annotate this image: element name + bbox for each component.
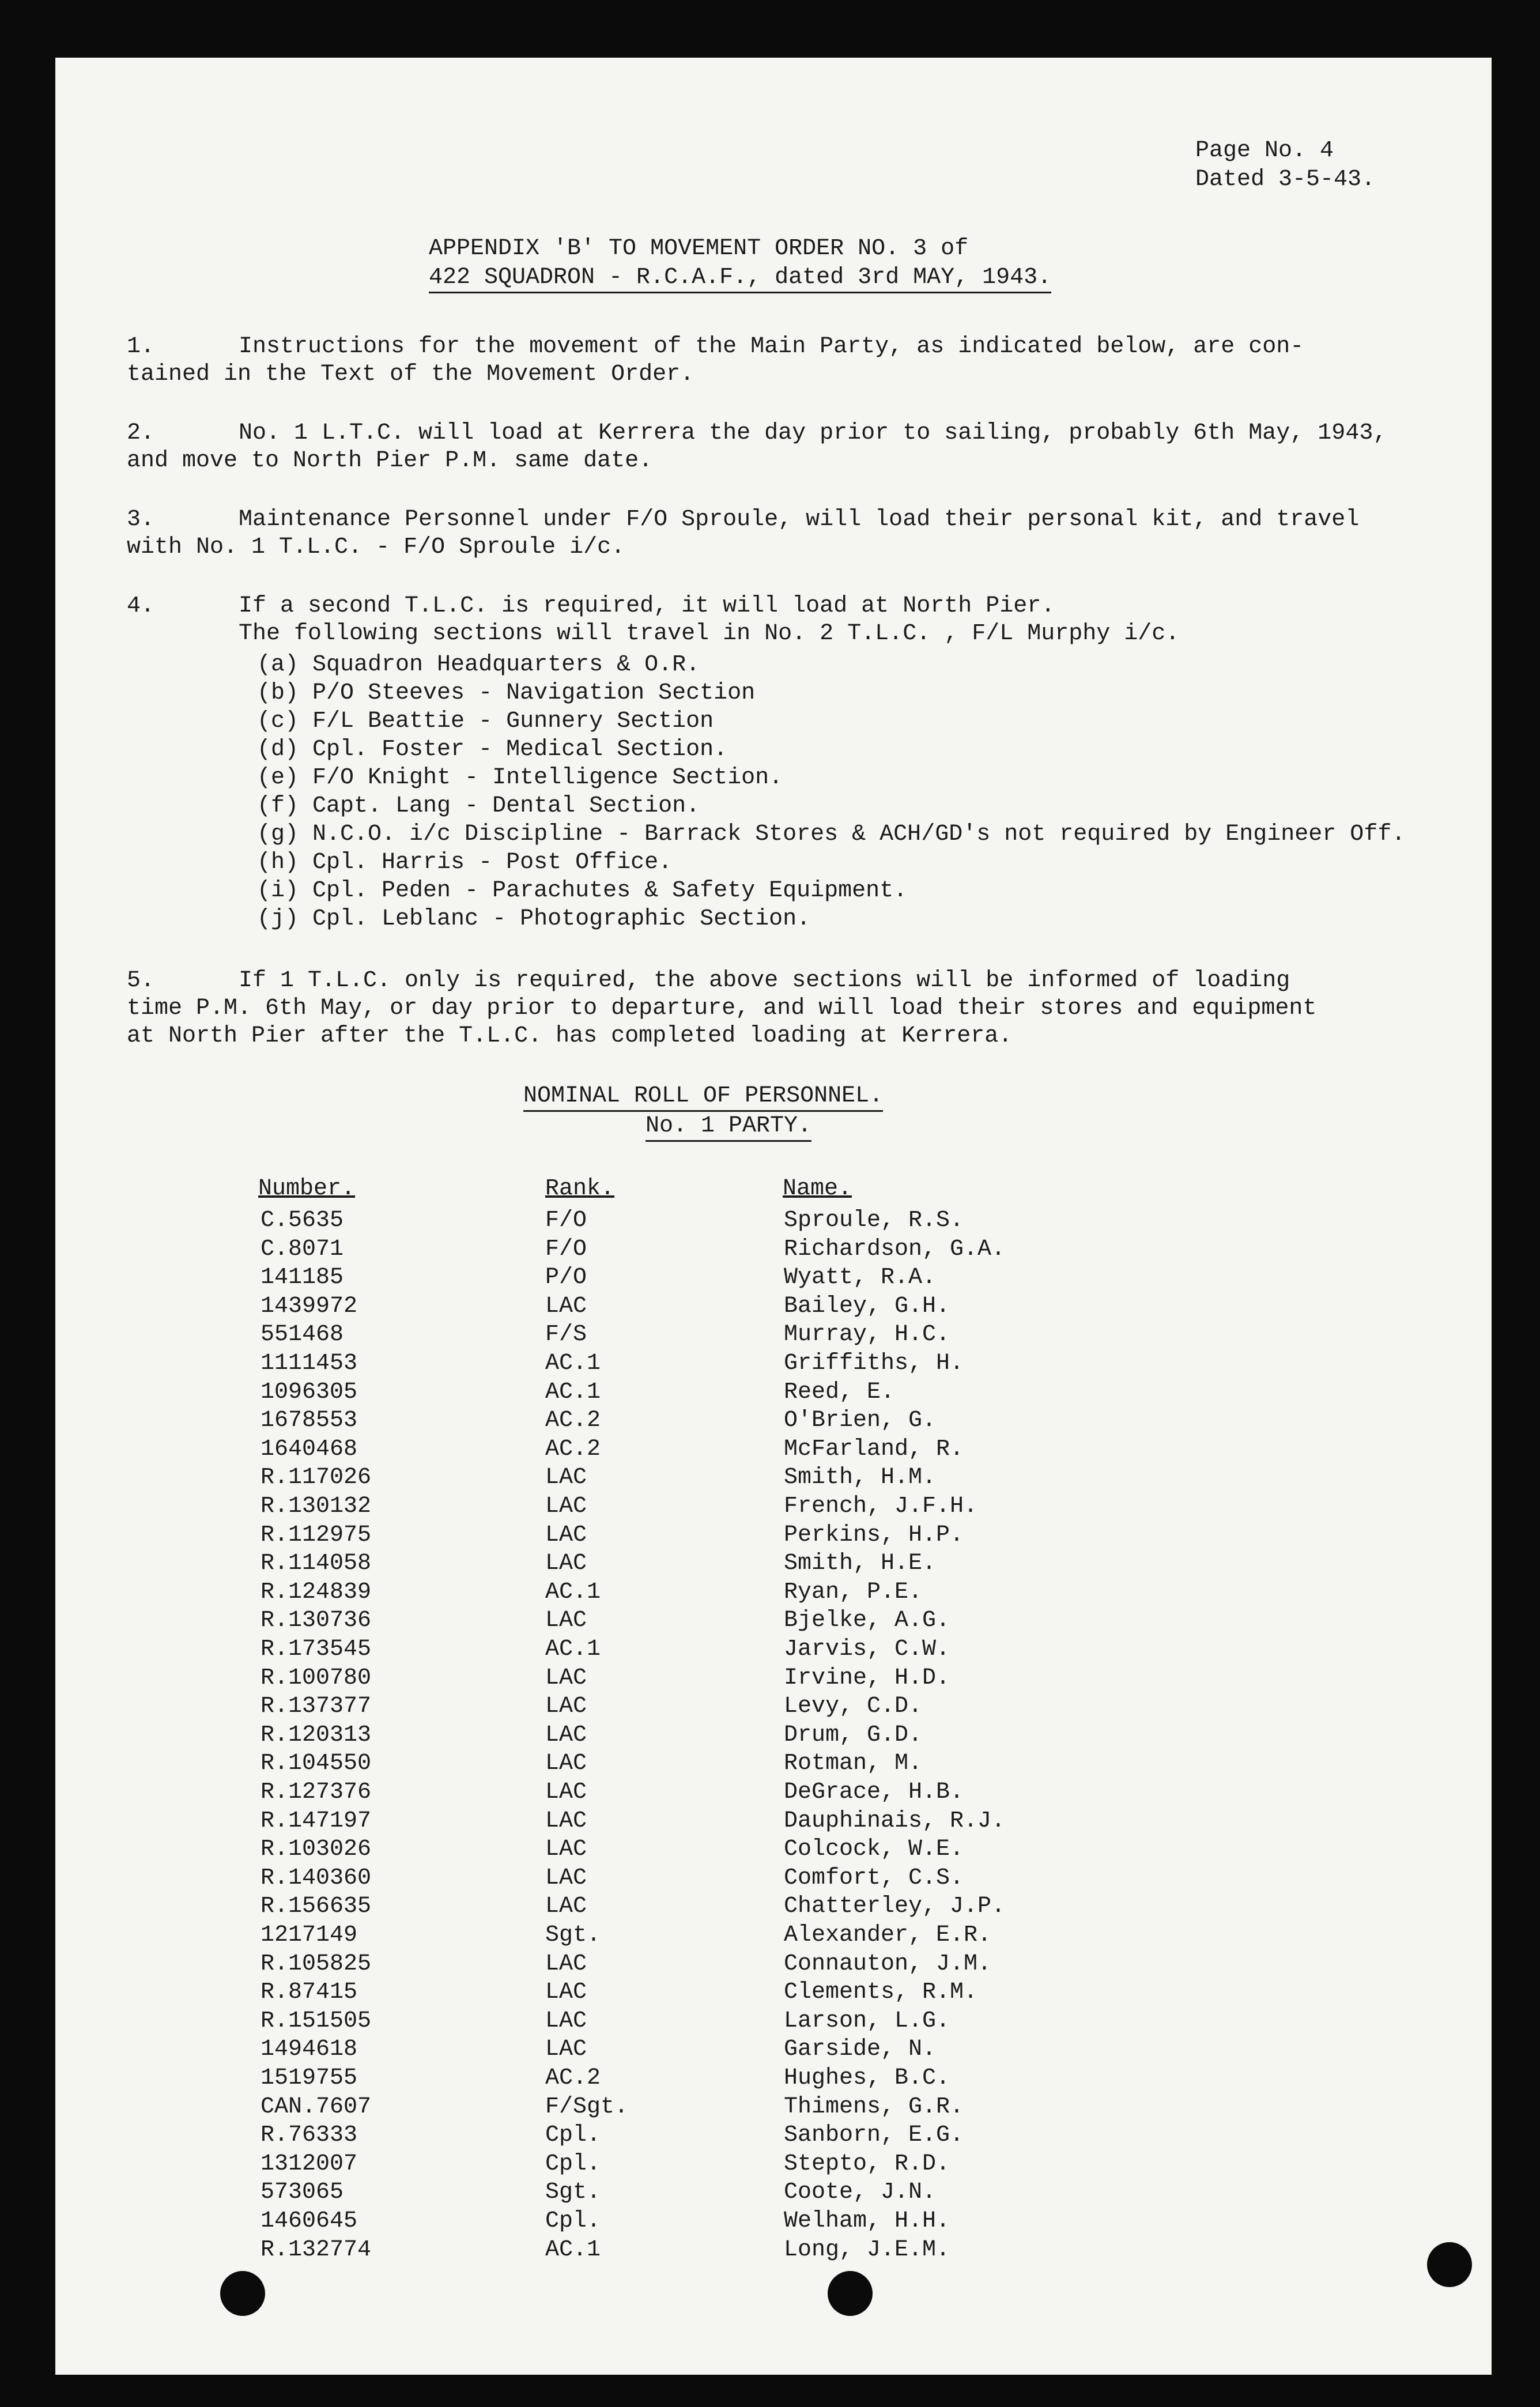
rank-cell: LAC <box>545 1493 587 1519</box>
number-cell: R.140360 <box>261 1865 372 1891</box>
roll-title: NOMINAL ROLL OF PERSONNEL. <box>523 1082 883 1112</box>
para-3-number: 3. <box>127 507 155 533</box>
rank-cell: Sgt. <box>545 1922 601 1948</box>
rank-cell: P/O <box>545 1265 587 1291</box>
table-row <box>55 1578 1492 1608</box>
table-row <box>55 1835 1492 1865</box>
rank-cell: LAC <box>545 1950 587 1977</box>
name-cell: Chatterley, J.P. <box>784 1893 1006 1920</box>
number-cell: 1217149 <box>261 1922 358 1948</box>
name-cell: Colcock, W.E. <box>784 1836 964 1863</box>
table-row <box>55 1978 1492 2008</box>
para-5-line-1: If 1 T.L.C. only is required, the above sections will be informed of loading <box>239 968 1290 994</box>
table-row <box>55 2149 1492 2179</box>
number-cell: R.87415 <box>261 1979 358 2006</box>
para-1-line-2: tained in the Text of the Movement Order. <box>127 361 694 387</box>
number-cell: R.151505 <box>261 2008 372 2034</box>
name-cell: Sanborn, E.G. <box>784 2122 964 2149</box>
para-3-line-2: with No. 1 T.L.C. - F/O Sproule i/c. <box>127 534 625 560</box>
number-cell: R.103026 <box>261 1836 372 1863</box>
name-cell: Richardson, G.A. <box>784 1236 1006 1262</box>
table-row <box>55 1721 1492 1750</box>
table-row <box>55 1692 1492 1722</box>
number-cell: 573065 <box>261 2179 344 2206</box>
number-cell: 1111453 <box>261 1350 358 1376</box>
number-cell: 1640468 <box>261 1436 358 1462</box>
table-row <box>55 2006 1492 2036</box>
name-cell: French, J.F.H. <box>784 1493 978 1519</box>
para-4-line-1: If a second T.L.C. is required, it will load at North Pier. <box>239 593 1055 619</box>
number-cell: R.173545 <box>261 1636 372 1662</box>
name-cell: Murray, H.C. <box>784 1322 950 1348</box>
number-cell: 1312007 <box>261 2151 358 2177</box>
roll-subtitle: No. 1 PARTY. <box>646 1112 811 1142</box>
table-row <box>55 2035 1492 2065</box>
table-row <box>55 1349 1492 1379</box>
table-row <box>55 2063 1492 2093</box>
name-cell: Reed, E. <box>784 1379 895 1405</box>
punch-hole <box>220 2271 265 2316</box>
rank-cell: AC.1 <box>545 1636 601 1662</box>
column-header-name: Name. <box>783 1176 852 1202</box>
number-cell: R.114058 <box>261 1550 372 1577</box>
rank-cell: AC.1 <box>545 1379 601 1405</box>
name-cell: Bailey, G.H. <box>784 1293 950 1319</box>
rank-cell: LAC <box>545 1836 587 1863</box>
number-cell: R.120313 <box>261 1722 372 1748</box>
column-header-number: Number. <box>258 1176 356 1202</box>
table-row <box>55 1892 1492 1922</box>
name-cell: Smith, H.E. <box>784 1550 937 1577</box>
table-row <box>55 1949 1492 1979</box>
name-cell: Rotman, M. <box>784 1750 923 1777</box>
table-row <box>55 1406 1492 1436</box>
number-cell: R.132774 <box>261 2236 372 2263</box>
table-row <box>55 2206 1492 2236</box>
para-3-line-1: Maintenance Personnel under F/O Sproule, will load their personal kit, and travel <box>239 507 1360 533</box>
page-date: Dated 3-5-43. <box>1195 167 1376 193</box>
number-cell: 551468 <box>261 1322 344 1348</box>
number-cell: R.156635 <box>261 1893 372 1920</box>
rank-cell: AC.2 <box>545 2065 601 2091</box>
rank-cell: AC.1 <box>545 2236 601 2263</box>
rank-cell: F/S <box>545 1322 587 1348</box>
section-item: (j) Cpl. Leblanc - Photographic Section. <box>257 906 811 932</box>
number-cell: R.130736 <box>261 1608 372 1634</box>
number-cell: 1096305 <box>261 1379 358 1405</box>
rank-cell: LAC <box>545 1893 587 1920</box>
number-cell: R.117026 <box>261 1465 372 1491</box>
rank-cell: F/O <box>545 1208 587 1233</box>
rank-cell: Cpl. <box>545 2208 601 2234</box>
rank-cell: Sgt. <box>545 2179 601 2206</box>
para-4-line-2: The following sections will travel in No. 2 T.L.C. , F/L Murphy i/c. <box>239 621 1180 647</box>
rank-cell: LAC <box>545 1865 587 1891</box>
para-4-number: 4. <box>127 593 155 619</box>
name-cell: Hughes, B.C. <box>784 2065 950 2091</box>
para-5-number: 5. <box>127 968 155 994</box>
name-cell: Wyatt, R.A. <box>784 1265 937 1291</box>
rank-cell: LAC <box>545 1693 587 1720</box>
rank-cell: LAC <box>545 1979 587 2006</box>
title-line-2: 422 SQUADRON - R.C.A.F., dated 3rd MAY, 1943. <box>429 264 1051 293</box>
table-row <box>55 2235 1492 2265</box>
name-cell: Drum, G.D. <box>784 1722 923 1748</box>
table-row <box>55 1263 1492 1293</box>
section-item: (f) Capt. Lang - Dental Section. <box>257 793 700 819</box>
number-cell: R.100780 <box>261 1665 372 1691</box>
table-row <box>55 1492 1492 1522</box>
rank-cell: LAC <box>545 1522 587 1548</box>
rank-cell: AC.2 <box>545 1408 601 1434</box>
document-page <box>55 58 1492 2375</box>
table-row <box>55 1921 1492 1950</box>
table-row <box>55 1863 1492 1893</box>
name-cell: Ryan, P.E. <box>784 1579 923 1605</box>
table-row <box>55 1749 1492 1779</box>
title-line-1: APPENDIX 'B' TO MOVEMENT ORDER NO. 3 of <box>429 236 969 262</box>
number-cell: R.124839 <box>261 1579 372 1605</box>
table-row <box>55 1235 1492 1265</box>
name-cell: Welham, H.H. <box>784 2208 950 2234</box>
punch-hole <box>1427 2242 1472 2287</box>
table-row <box>55 1635 1492 1665</box>
name-cell: Bjelke, A.G. <box>784 1608 950 1634</box>
punch-hole <box>828 2271 873 2316</box>
rank-cell: LAC <box>545 2008 587 2034</box>
number-cell: R.127376 <box>261 1779 372 1805</box>
rank-cell: AC.2 <box>545 1436 601 1462</box>
name-cell: McFarland, R. <box>784 1436 964 1462</box>
section-item: (b) P/O Steeves - Navigation Section <box>257 680 756 706</box>
rank-cell: F/Sgt. <box>545 2093 629 2120</box>
name-cell: Alexander, E.R. <box>784 1922 992 1948</box>
table-row <box>55 1463 1492 1493</box>
name-cell: Thimens, G.R. <box>784 2093 964 2120</box>
name-cell: Larson, L.G. <box>784 2008 950 2034</box>
name-cell: Griffiths, H. <box>784 1350 964 1376</box>
rank-cell: AC.1 <box>545 1579 601 1605</box>
rank-cell: LAC <box>545 1465 587 1491</box>
para-5-line-2: time P.M. 6th May, or day prior to departure, and will load their stores and equipment <box>127 995 1317 1021</box>
name-cell: Comfort, C.S. <box>784 1865 964 1891</box>
name-cell: Stepto, R.D. <box>784 2151 950 2177</box>
rank-cell: LAC <box>545 1722 587 1748</box>
name-cell: Levy, C.D. <box>784 1693 923 1720</box>
table-row <box>55 1663 1492 1693</box>
para-2-line-2: and move to North Pier P.M. same date. <box>127 448 653 474</box>
number-cell: C.5635 <box>261 1208 344 1233</box>
table-row <box>55 1521 1492 1550</box>
table-row <box>55 1606 1492 1636</box>
number-cell: 1494618 <box>261 2036 358 2063</box>
rank-cell: LAC <box>545 1608 587 1634</box>
rank-cell: AC.1 <box>545 1350 601 1376</box>
para-2-number: 2. <box>127 420 155 446</box>
page-number: Page No. 4 <box>1195 138 1334 164</box>
table-row <box>55 1778 1492 1808</box>
number-cell: R.137377 <box>261 1693 372 1720</box>
table-row <box>55 1292 1492 1322</box>
name-cell: Coote, J.N. <box>784 2179 937 2206</box>
table-row <box>55 1206 1492 1236</box>
table-row <box>55 1806 1492 1836</box>
number-cell: R.105825 <box>261 1950 372 1977</box>
number-cell: 1439972 <box>261 1293 358 1319</box>
number-cell: R.130132 <box>261 1493 372 1519</box>
section-item: (g) N.C.O. i/c Discipline - Barrack Stores & ACH/GD's not required by Engineer Off. <box>257 821 1406 847</box>
rank-cell: LAC <box>545 1808 587 1834</box>
table-row <box>55 2178 1492 2208</box>
number-cell: CAN.7607 <box>261 2093 372 2120</box>
number-cell: R.76333 <box>261 2122 358 2149</box>
rank-cell: F/O <box>545 1236 587 1262</box>
rank-cell: LAC <box>545 2036 587 2063</box>
rank-cell: LAC <box>545 1779 587 1805</box>
section-item: (h) Cpl. Harris - Post Office. <box>257 850 673 876</box>
para-5-line-3: at North Pier after the T.L.C. has completed loading at Kerrera. <box>127 1023 1013 1049</box>
name-cell: Irvine, H.D. <box>784 1665 950 1691</box>
section-item: (i) Cpl. Peden - Parachutes & Safety Equipment. <box>257 878 908 904</box>
number-cell: 1519755 <box>261 2065 358 2091</box>
name-cell: O'Brien, G. <box>784 1408 937 1434</box>
table-row <box>55 1320 1492 1350</box>
table-row <box>55 1549 1492 1579</box>
name-cell: DeGrace, H.B. <box>784 1779 964 1805</box>
number-cell: C.8071 <box>261 1236 344 1262</box>
number-cell: R.112975 <box>261 1522 372 1548</box>
table-row <box>55 2092 1492 2122</box>
table-row <box>55 2121 1492 2151</box>
section-item: (d) Cpl. Foster - Medical Section. <box>257 737 728 763</box>
name-cell: Smith, H.M. <box>784 1465 937 1491</box>
number-cell: 1678553 <box>261 1408 358 1434</box>
number-cell: R.104550 <box>261 1750 372 1777</box>
name-cell: Sproule, R.S. <box>784 1208 964 1233</box>
column-header-rank: Rank. <box>545 1176 615 1202</box>
name-cell: Clements, R.M. <box>784 1979 978 2006</box>
number-cell: R.147197 <box>261 1808 372 1834</box>
name-cell: Jarvis, C.W. <box>784 1636 950 1662</box>
number-cell: 1460645 <box>261 2208 358 2234</box>
rank-cell: Cpl. <box>545 2151 601 2177</box>
section-item: (e) F/O Knight - Intelligence Section. <box>257 765 783 791</box>
para-2-line-1: No. 1 L.T.C. will load at Kerrera the day prior to sailing, probably 6th May, 1943, <box>239 420 1387 446</box>
section-item: (c) F/L Beattie - Gunnery Section <box>257 708 714 734</box>
rank-cell: LAC <box>545 1750 587 1777</box>
name-cell: Perkins, H.P. <box>784 1522 964 1548</box>
table-row <box>55 1378 1492 1408</box>
name-cell: Garside, N. <box>784 2036 937 2063</box>
table-row <box>55 1435 1492 1465</box>
rank-cell: LAC <box>545 1293 587 1319</box>
number-cell: 141185 <box>261 1265 344 1291</box>
para-1-number: 1. <box>127 334 155 360</box>
name-cell: Long, J.E.M. <box>784 2236 950 2263</box>
section-item: (a) Squadron Headquarters & O.R. <box>257 652 700 678</box>
name-cell: Connauton, J.M. <box>784 1950 992 1977</box>
para-1-line-1: Instructions for the movement of the Main Party, as indicated below, are con- <box>239 334 1304 360</box>
rank-cell: LAC <box>545 1665 587 1691</box>
name-cell: Dauphinais, R.J. <box>784 1808 1006 1834</box>
rank-cell: LAC <box>545 1550 587 1577</box>
rank-cell: Cpl. <box>545 2122 601 2149</box>
